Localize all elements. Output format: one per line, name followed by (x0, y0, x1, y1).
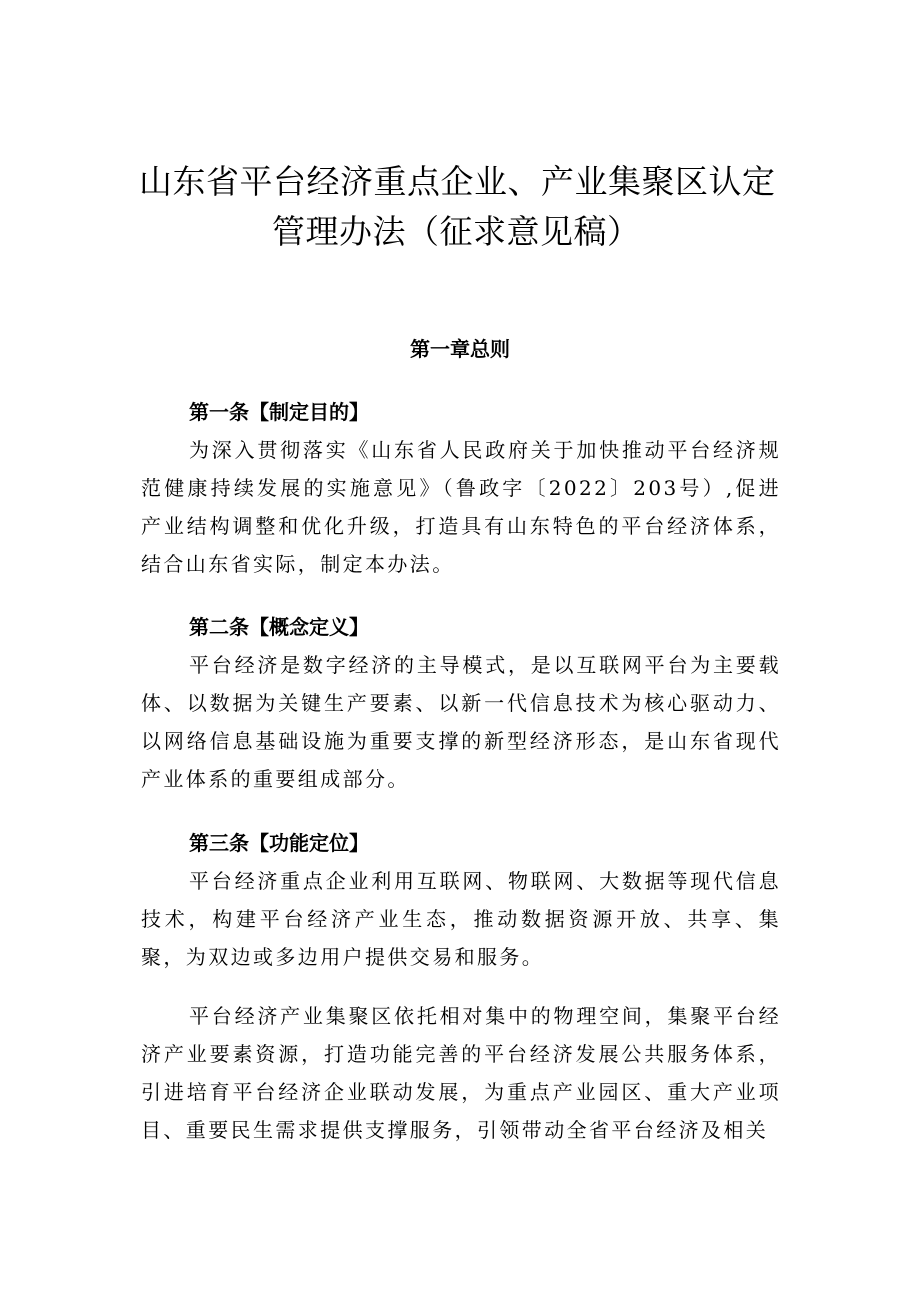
article-heading: 第二条【概念定义】 (189, 615, 369, 639)
document-title-line-1: 山东省平台经济重点企业、产业集聚区认定 (139, 162, 776, 201)
article-2 (141, 608, 781, 798)
article-1 (141, 393, 781, 583)
article-paragraph: 为深入贯彻落实《山东省人民政府关于加快推动平台经济规范健康持续发展的实施意见》（鲁政字〔2022〕203号）,促进产业结构调整和优化升级，打造具有山东特色的平台经济体系，结合山东省实际，制定本办法。 (141, 438, 781, 576)
article-heading: 第三条【功能定位】 (189, 831, 369, 855)
article-heading: 第一条【制定目的】 (189, 400, 369, 424)
chapter-heading: 第一章总则 (410, 337, 510, 361)
article-3 (141, 824, 781, 976)
article-3-continued (141, 997, 781, 1149)
document-title-line-2: 管理办法（征求意见稿） (272, 212, 641, 251)
article-paragraph: 平台经济产业集聚区依托相对集中的物理空间，集聚平台经济产业要素资源，打造功能完善的平台经济发展公共服务体系，引进培育平台经济企业联动发展，为重点产业园区、重大产业项目、重要民生需求提供支撑服务，引领带动全省平台经济及相关 (141, 1004, 781, 1142)
article-paragraph: 平台经济重点企业利用互联网、物联网、大数据等现代信息技术，构建平台经济产业生态，推动数据资源开放、共享、集聚，为双边或多边用户提供交易和服务。 (141, 869, 781, 969)
article-paragraph: 平台经济是数字经济的主导模式，是以互联网平台为主要载体、以数据为关键生产要素、以新一代信息技术为核心驱动力、以网络信息基础设施为重要支撑的新型经济形态，是山东省现代产业体系的重要组成部分。 (141, 653, 781, 791)
